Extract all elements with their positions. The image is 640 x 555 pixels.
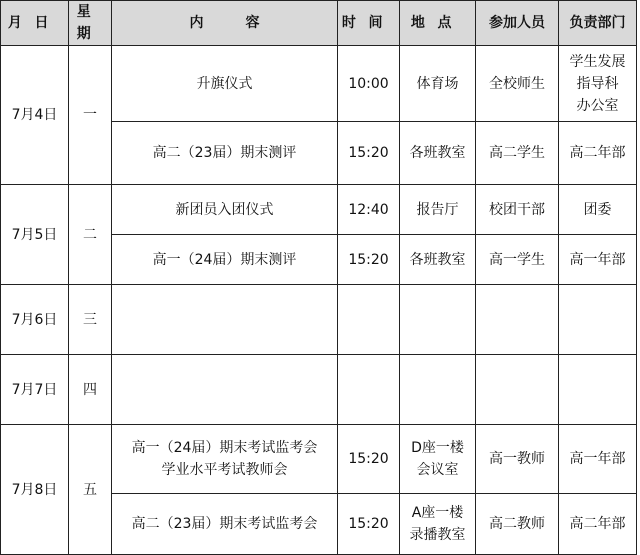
weekday-cell: 五 xyxy=(69,425,112,555)
schedule-row xyxy=(1,355,637,425)
place-cell xyxy=(400,355,476,425)
dept-cell-line: 高一年部 xyxy=(569,451,626,467)
date-cell: 7月6日 xyxy=(1,285,69,355)
place-cell-line: A座一楼 xyxy=(411,505,464,521)
dept-cell-line: 办公室 xyxy=(576,97,619,114)
dept-cell xyxy=(559,494,637,555)
date-cell: 7月7日 xyxy=(1,355,69,425)
schedule-row xyxy=(1,185,637,235)
content-cell-line: 高二（23届）期末测评 xyxy=(152,145,297,161)
content-cell xyxy=(112,46,338,122)
time-cell: 15:20 xyxy=(338,425,400,494)
weekday-cell: 四 xyxy=(69,355,112,425)
participants-cell: 高一学生 xyxy=(476,235,559,285)
place-cell-line: 报告厅 xyxy=(416,201,459,218)
date-cell: 7月8日 xyxy=(1,425,69,555)
place-cell-line: D座一楼 xyxy=(411,440,464,456)
content-cell-line: 新团员入团仪式 xyxy=(175,201,274,218)
time-cell xyxy=(338,285,400,355)
dept-cell-line: 学生发展 xyxy=(569,53,626,70)
header-dept: 负责部门 xyxy=(559,1,637,46)
place-cell-line: 各班教室 xyxy=(409,145,466,161)
header-time: 时间 xyxy=(338,1,400,46)
participants-cell xyxy=(476,285,559,355)
time-cell: 15:20 xyxy=(338,494,400,555)
dept-cell xyxy=(559,425,637,494)
place-cell xyxy=(400,494,476,555)
header-participants: 参加人员 xyxy=(476,1,559,46)
content-cell-line: 高二（23届）期末考试监考会 xyxy=(131,516,318,532)
weekday-cell: 一 xyxy=(69,46,112,185)
content-cell-line: 高一（24届）期末考试监考会 xyxy=(131,440,318,456)
place-cell xyxy=(400,425,476,494)
participants-cell: 高二学生 xyxy=(476,122,559,185)
place-cell xyxy=(400,46,476,122)
schedule-row xyxy=(1,46,637,122)
content-cell xyxy=(112,185,338,235)
content-cell xyxy=(112,122,338,185)
time-cell: 15:20 xyxy=(338,122,400,185)
dept-cell-line: 高一年部 xyxy=(569,251,626,268)
participants-cell: 高一教师 xyxy=(476,425,559,494)
time-cell xyxy=(338,355,400,425)
place-cell-line: 录播教室 xyxy=(409,527,466,543)
date-cell: 7月4日 xyxy=(1,46,69,185)
participants-cell xyxy=(476,355,559,425)
weekday-cell: 三 xyxy=(69,285,112,355)
dept-cell-line: 高二年部 xyxy=(569,516,626,532)
schedule-body xyxy=(1,46,637,555)
place-cell xyxy=(400,185,476,235)
header-row xyxy=(1,1,637,46)
header-content: 内容 xyxy=(112,1,338,46)
content-cell xyxy=(112,425,338,494)
content-cell xyxy=(112,285,338,355)
participants-cell: 高二教师 xyxy=(476,494,559,555)
content-cell xyxy=(112,355,338,425)
place-cell xyxy=(400,235,476,285)
schedule-row xyxy=(1,285,637,355)
dept-cell xyxy=(559,46,637,122)
place-cell xyxy=(400,122,476,185)
place-cell-line: 体育场 xyxy=(416,75,459,92)
schedule-row xyxy=(1,425,637,494)
time-cell: 10:00 xyxy=(338,46,400,122)
time-cell: 15:20 xyxy=(338,235,400,285)
dept-cell xyxy=(559,185,637,235)
participants-cell: 校团干部 xyxy=(476,185,559,235)
dept-cell xyxy=(559,285,637,355)
content-cell-line: 升旗仪式 xyxy=(196,75,253,92)
dept-cell-line: 团委 xyxy=(583,201,612,218)
dept-cell-line: 指导科 xyxy=(576,75,619,92)
dept-cell xyxy=(559,235,637,285)
participants-cell: 全校师生 xyxy=(476,46,559,122)
header-date: 月日 xyxy=(1,1,69,46)
header-weekday: 星期 xyxy=(69,1,112,46)
date-cell: 7月5日 xyxy=(1,185,69,285)
dept-cell xyxy=(559,355,637,425)
dept-cell xyxy=(559,122,637,185)
place-cell xyxy=(400,285,476,355)
time-cell: 12:40 xyxy=(338,185,400,235)
place-cell-line: 各班教室 xyxy=(409,251,466,268)
dept-cell-line: 高二年部 xyxy=(569,145,626,161)
content-cell-line: 高一（24届）期末测评 xyxy=(152,251,297,268)
header-place: 地点 xyxy=(400,1,476,46)
content-cell xyxy=(112,494,338,555)
content-cell xyxy=(112,235,338,285)
weekday-cell: 二 xyxy=(69,185,112,285)
place-cell-line: 会议室 xyxy=(416,462,459,478)
content-cell-line: 学业水平考试教师会 xyxy=(161,462,288,478)
